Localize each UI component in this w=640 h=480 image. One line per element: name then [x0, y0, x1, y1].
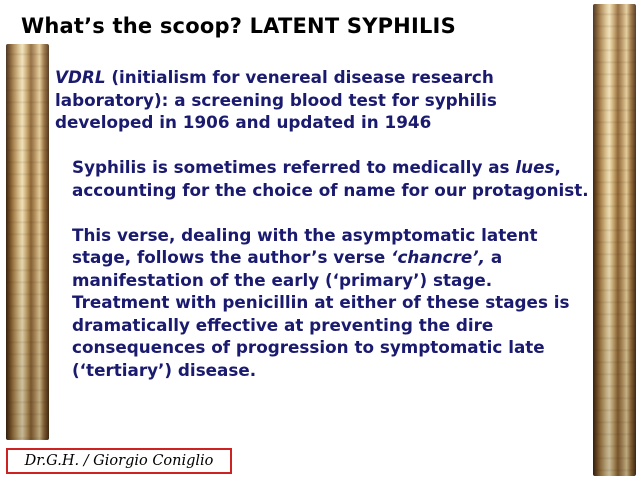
right-pillar-icon [593, 4, 636, 476]
paragraph-verse [55, 224, 595, 382]
lues-outro: , accounting for the choice of name for our protagonist. [72, 157, 589, 200]
lues-term: lues [515, 157, 555, 177]
lues-intro: Syphilis is sometimes referred to medically as [72, 157, 516, 177]
vdrl-definition: (initialism for venereal disease research laboratory): a screening blood test for syphilis developed in 1906 and updated in 1946 [55, 67, 503, 132]
author-signature: Dr.G.H. / Giorgio Coniglio [24, 453, 214, 469]
paragraph-lues [55, 156, 595, 201]
left-pillar-icon [6, 44, 49, 440]
chancre-term: ‘chancre’, [391, 247, 486, 267]
verse-intro: This verse, dealing with the asymptomatic latent stage, follows the author’s verse [72, 224, 544, 267]
vdrl-term: VDRL [55, 67, 106, 87]
verse-outro: a manifestation of the early (‘primary’) stage. Treatment with penicillin at either of these stages is dramatically effective at preventing the dire consequences of progression to symptomatic late (‘tertiary’) disease. [72, 247, 576, 380]
slide-title: What’s the scoop? LATENT SYPHILIS [21, 14, 456, 38]
slide-body [55, 66, 595, 381]
paragraph-vdrl [55, 66, 595, 134]
author-signature-box [6, 448, 232, 474]
